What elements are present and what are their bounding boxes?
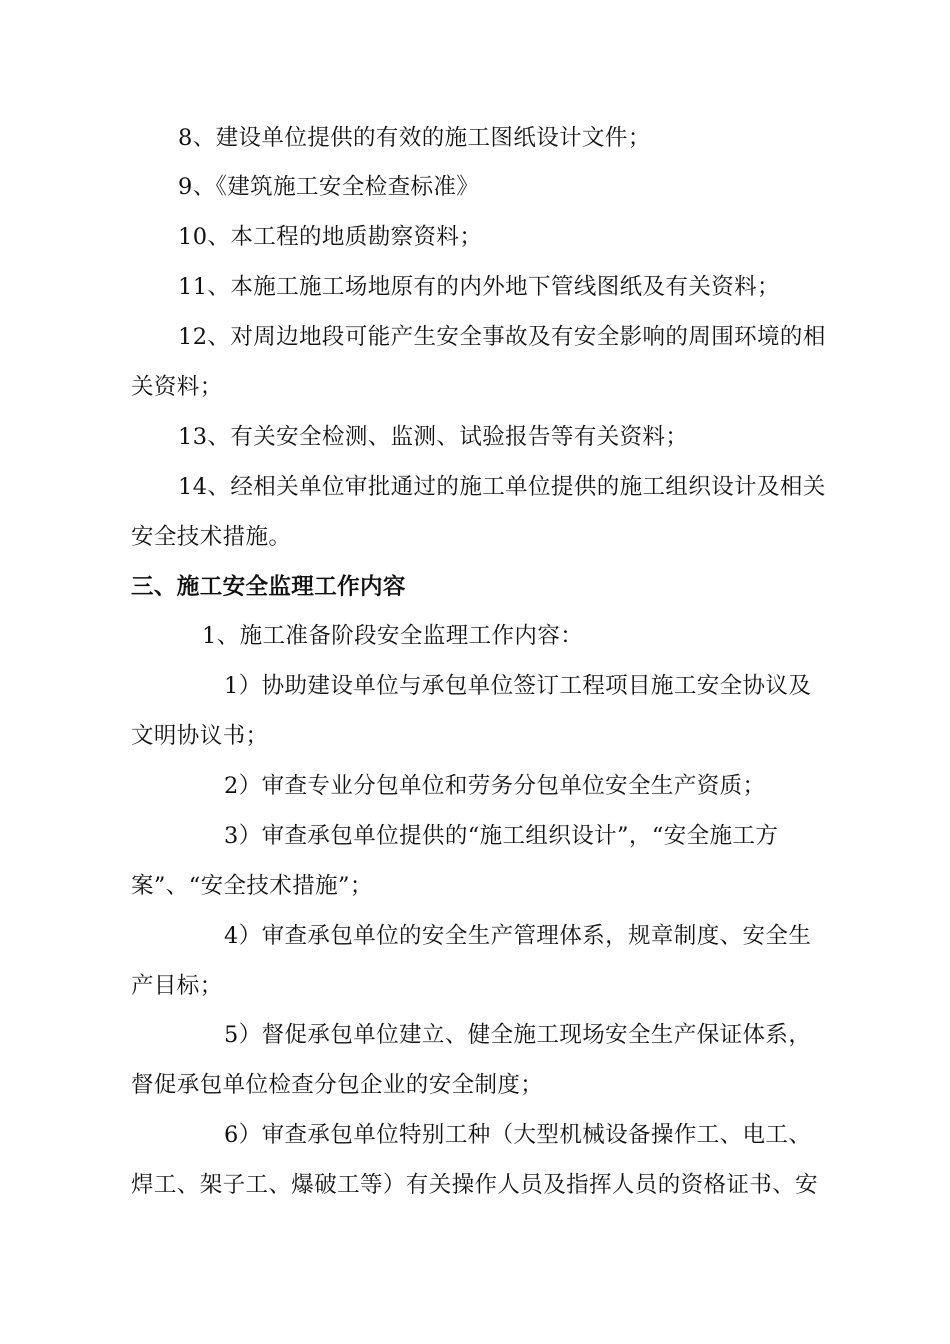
list-item-9: 9、《建筑施工安全检查标准》 [178, 174, 480, 200]
point-4-line-1: 4）审查承包单位的安全生产管理体系，规章制度、安全生 [224, 923, 812, 949]
point-5-line-2: 督促承包单位检查分包企业的安全制度； [131, 1072, 544, 1098]
point-3-line-1: 3）审查承包单位提供的“施工组织设计”，“安全施工方 [224, 823, 779, 849]
list-item-12-line-1: 12、对周边地段可能产生安全事故及有安全影响的周围环境的相 [178, 324, 826, 350]
section-heading: 三、施工安全监理工作内容 [131, 574, 406, 600]
point-2: 2）审查专业分包单位和劳务分包单位安全生产资质； [224, 773, 766, 799]
point-4-line-2: 产目标； [131, 973, 223, 999]
list-item-10: 10、本工程的地质勘察资料； [178, 224, 483, 250]
list-item-13: 13、有关安全检测、监测、试验报告等有关资料； [178, 424, 689, 450]
list-item-8: 8、建设单位提供的有效的施工图纸设计文件； [178, 125, 651, 151]
point-1-line-1: 1）协助建设单位与承包单位签订工程项目施工安全协议及 [224, 673, 812, 699]
subsection-title: 1、施工准备阶段安全监理工作内容： [202, 623, 584, 649]
list-item-14-line-1: 14、经相关单位审批通过的施工单位提供的施工组织设计及相关 [178, 474, 826, 500]
point-3-line-2: 案”、“安全技术措施”； [131, 873, 373, 899]
list-item-11: 11、本施工施工场地原有的内外地下管线图纸及有关资料； [178, 274, 780, 300]
point-6-line-2: 焊工、架子工、爆破工等）有关操作人员及指挥人员的资格证书、安 [131, 1172, 819, 1198]
point-6-line-1: 6）审查承包单位特别工种（大型机械设备操作工、电工、 [224, 1122, 812, 1148]
point-1-line-2: 文明协议书； [131, 723, 269, 749]
point-5-line-1: 5）督促承包单位建立、健全施工现场安全生产保证体系， [224, 1022, 812, 1048]
list-item-12-line-2: 关资料； [131, 374, 223, 400]
list-item-14-line-2: 安全技术措施。 [131, 524, 292, 550]
